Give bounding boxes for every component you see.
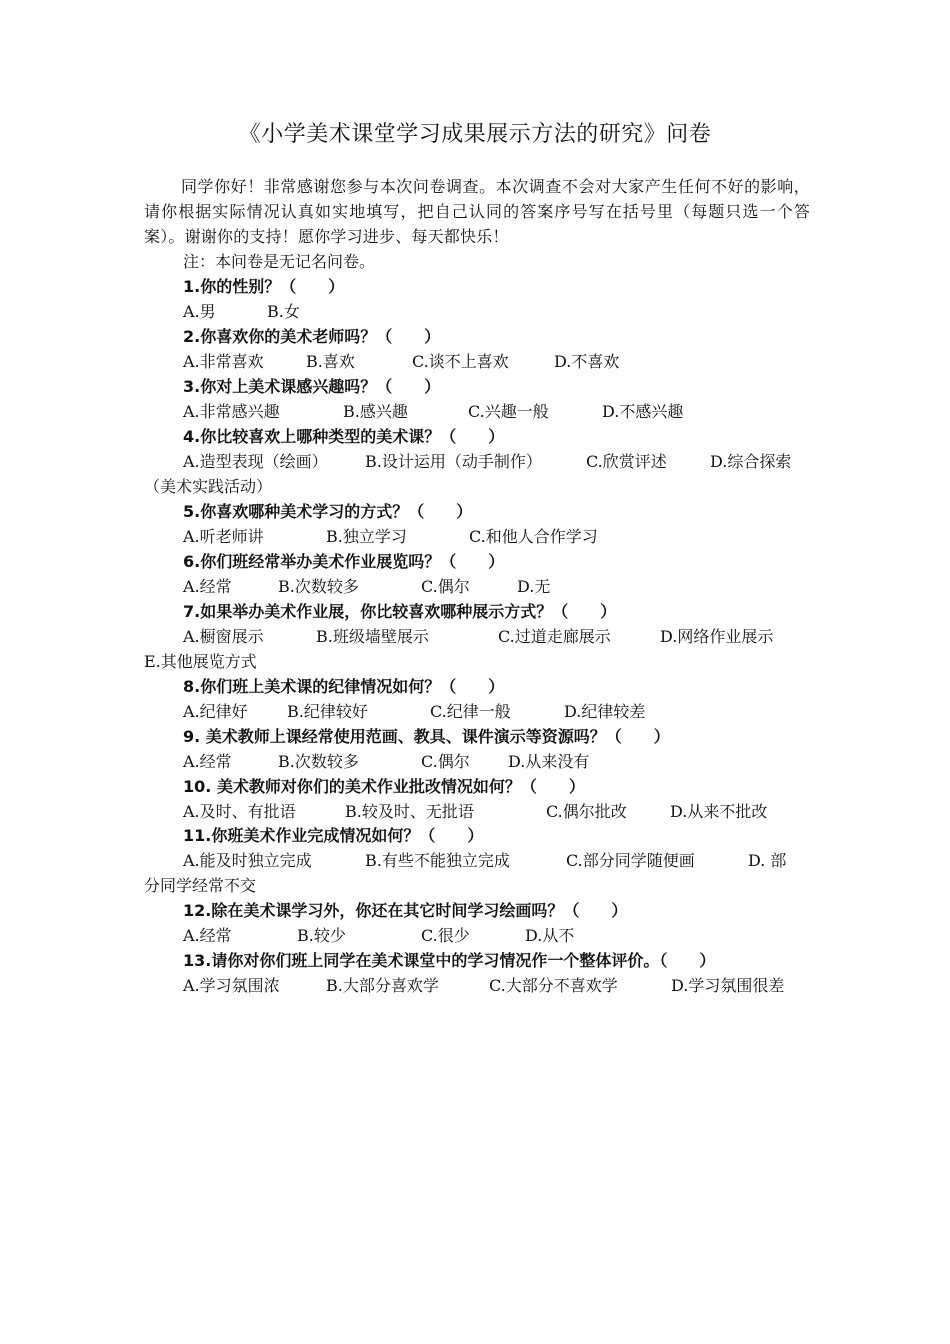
option-7c: C.过道走廊展示: [498, 627, 611, 646]
option-4d: D.综合探索: [710, 452, 792, 471]
question-4: 4.你比较喜欢上哪种类型的美术课？（ ）: [183, 427, 505, 446]
question-6: 6.你们班经常举办美术作业展览吗？（ ）: [183, 552, 505, 571]
option-2d: D.不喜欢: [554, 352, 620, 371]
option-12c: C.很少: [421, 926, 470, 945]
option-10d: D.从来不批改: [670, 802, 768, 821]
option-8d: D.纪律较差: [564, 702, 646, 721]
option-1a: A.男: [183, 302, 216, 321]
question-10: 10. 美术教师对你们的美术作业批改情况如何？（ ）: [183, 777, 585, 796]
option-9d: D.从来没有: [508, 752, 590, 771]
option-9b: B.次数较多: [278, 752, 359, 771]
option-10c: C.偶尔批改: [546, 802, 627, 821]
option-3a: A.非常感兴趣: [183, 402, 280, 421]
option-4a: A.造型表现（绘画）: [183, 452, 328, 471]
options-7: [183, 624, 773, 649]
options-7-continuation: E.其他展览方式: [144, 652, 257, 671]
option-3b: B.感兴趣: [343, 402, 408, 421]
question-11: 11.你班美术作业完成情况如何？（ ）: [183, 826, 484, 845]
question-3: 3.你对上美术课感兴趣吗？（ ）: [183, 377, 441, 396]
option-4c: C.欣赏评述: [586, 452, 667, 471]
option-3c: C.兴趣一般: [468, 402, 549, 421]
option-12d: D.从不: [525, 926, 575, 945]
option-2c: C.谈不上喜欢: [412, 352, 509, 371]
question-9: 9. 美术教师上课经常使用范画、教具、课件演示等资源吗？（ ）: [183, 727, 670, 746]
option-5a: A.听老师讲: [183, 527, 264, 546]
option-6a: A.经常: [183, 577, 232, 596]
option-6b: B.次数较多: [278, 577, 359, 596]
option-9a: A.经常: [183, 752, 232, 771]
option-3d: D.不感兴趣: [602, 402, 684, 421]
option-8c: C.纪律一般: [430, 702, 511, 721]
options-8: [183, 699, 645, 724]
options-11: [183, 848, 786, 873]
option-9c: C.偶尔: [421, 752, 470, 771]
question-8: 8.你们班上美术课的纪律情况如何？（ ）: [183, 677, 505, 696]
options-4: [183, 449, 791, 474]
question-13: 13.请你对你们班上同学在美术课堂中的学习情况作一个整体评价。（ ）: [183, 951, 716, 970]
question-7: 7.如果举办美术作业展，你比较喜欢哪种展示方式？（ ）: [183, 602, 617, 621]
option-13a: A.学习氛围浓: [183, 976, 280, 995]
options-3: [183, 399, 683, 424]
option-6d: D.无: [517, 577, 551, 596]
option-13c: C.大部分不喜欢学: [489, 976, 618, 995]
anonymous-note: 注：本问卷是无记名问卷。: [183, 252, 376, 271]
option-1b: B.女: [267, 302, 300, 321]
option-7d: D.网络作业展示: [660, 627, 774, 646]
question-5: 5.你喜欢哪种美术学习的方式？（ ）: [183, 502, 473, 521]
options-6: [183, 574, 550, 599]
options-12: [183, 923, 574, 948]
option-12b: B.较少: [297, 926, 346, 945]
question-1: 1.你的性别？（ ）: [183, 277, 345, 296]
options-2: [183, 349, 619, 374]
options-13: [183, 973, 784, 998]
option-11b: B.有些不能独立完成: [365, 851, 510, 870]
option-12a: A.经常: [183, 926, 232, 945]
option-8a: A.纪律好: [183, 702, 248, 721]
option-4b: B.设计运用（动手制作）: [365, 452, 542, 471]
option-11a: A.能及时独立完成: [183, 851, 312, 870]
options-10: [183, 799, 767, 824]
options-1: [183, 299, 300, 324]
option-7a: A.橱窗展示: [183, 627, 264, 646]
option-10a: A.及时、有批语: [183, 802, 296, 821]
option-13b: B.大部分喜欢学: [326, 976, 439, 995]
page-title: 《小学美术课堂学习成果展示方法的研究》问卷: [238, 122, 712, 147]
option-11c: C.部分同学随便画: [566, 851, 695, 870]
option-13d: D.学习氛围很差: [671, 976, 785, 995]
option-7b: B.班级墙壁展示: [316, 627, 429, 646]
intro-paragraph: 同学你好！非常感谢您参与本次问卷调查。本次调查不会对大家产生任何不好的影响，请你根据实际情况认真如实地填写，把自己认同的答案序号写在括号里（每题只选一个答案）。谢谢你的支持！愿你学习进步、每天都快乐！: [144, 177, 810, 246]
options-4-continuation: （美术实践活动）: [144, 477, 273, 496]
option-2a: A.非常喜欢: [183, 352, 264, 371]
options-5: [183, 524, 598, 549]
option-6c: C.偶尔: [421, 577, 470, 596]
options-11-continuation: 分同学经常不交: [144, 876, 257, 895]
option-2b: B.喜欢: [306, 352, 355, 371]
question-12: 12.除在美术课学习外，你还在其它时间学习绘画吗？（ ）: [183, 901, 628, 920]
option-5b: B.独立学习: [326, 527, 407, 546]
option-11d: D. 部: [748, 851, 787, 870]
option-5c: C.和他人合作学习: [469, 527, 598, 546]
options-9: [183, 749, 589, 774]
option-8b: B.纪律较好: [287, 702, 368, 721]
question-2: 2.你喜欢你的美术老师吗？（ ）: [183, 327, 441, 346]
option-10b: B.较及时、无批语: [345, 802, 474, 821]
